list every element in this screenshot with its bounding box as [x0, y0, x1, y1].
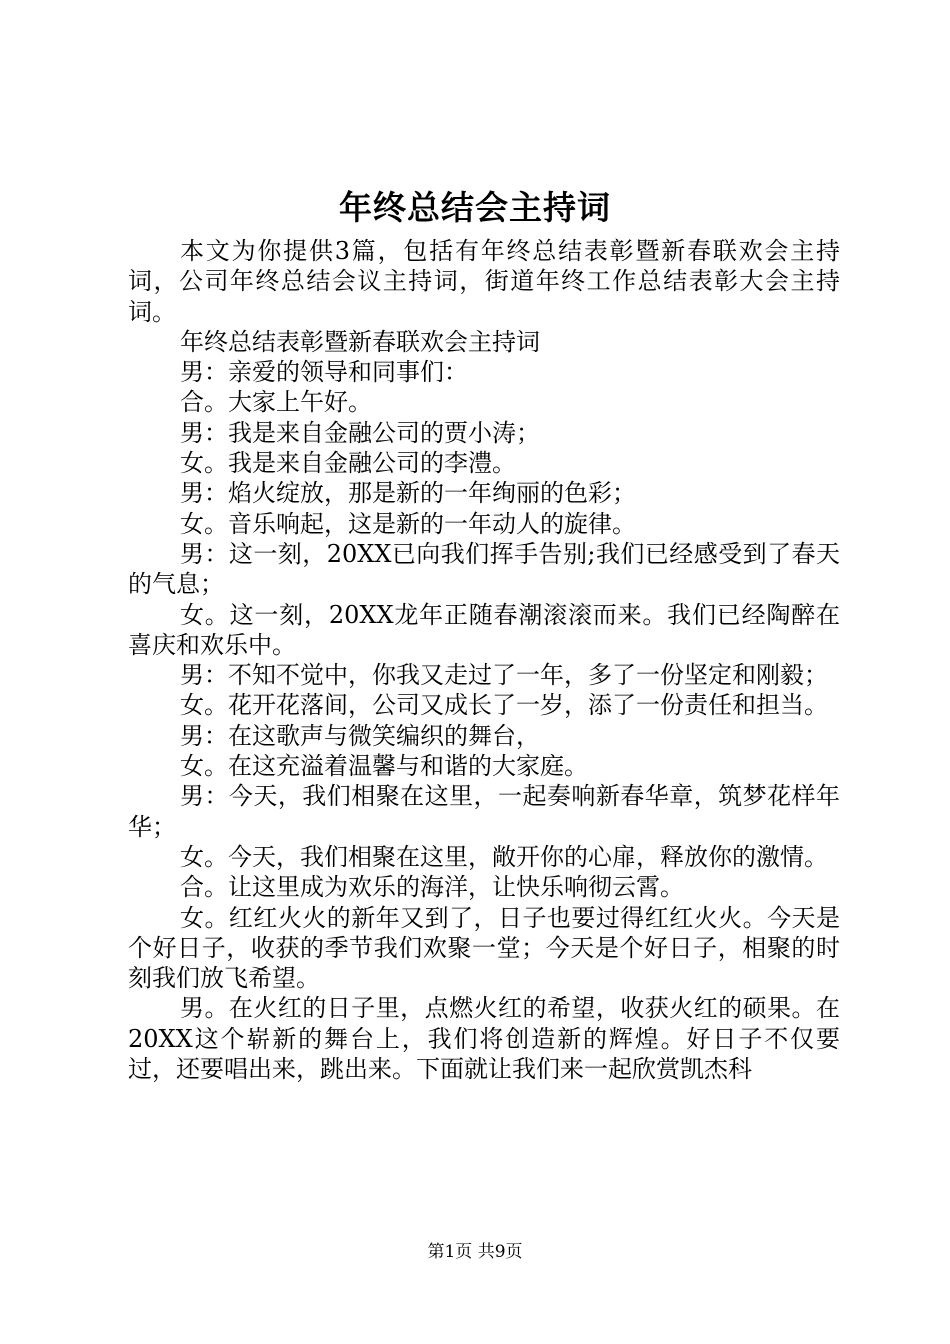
paragraph: 男：这一刻，20XX已向我们挥手告别;我们已经感受到了春天的气息；	[128, 539, 840, 599]
page-footer: 第1页 共9页	[427, 1242, 523, 1262]
paragraph: 男：焰火绽放，那是新的一年绚丽的色彩；	[180, 479, 636, 508]
paragraph: 年终总结表彰暨新春联欢会主持词	[180, 327, 540, 356]
paragraph: 女。音乐响起，这是新的一年动人的旋律。	[180, 509, 636, 538]
document-body	[128, 236, 840, 1084]
paragraph: 男。在火红的日子里，点燃火红的希望，收获火红的硕果。在20XX这个崭新的舞台上，我们将创造新的辉煌。好日子不仅要过，还要唱出来，跳出来。下面就让我们来一起欣赏凯杰科	[128, 994, 840, 1084]
paragraph: 男：我是来自金融公司的贾小涛；	[180, 418, 540, 447]
paragraph: 男：今天，我们相聚在这里，一起奏响新春华章，筑梦花样年华；	[128, 782, 840, 841]
paragraph: 女。红红火火的新年又到了，日子也要过得红红火火。今天是个好日子，收获的季节我们欢聚一堂；今天是个好日子，相聚的时刻我们放飞希望。	[128, 903, 840, 993]
paragraph: 男：不知不觉中，你我又走过了一年，多了一份坚定和刚毅；	[180, 661, 828, 690]
paragraph: 男：亲爱的领导和同事们：	[180, 358, 468, 387]
paragraph: 女。这一刻，20XX龙年正随春潮滚滚而来。我们已经陶醉在喜庆和欢乐中。	[128, 600, 840, 659]
paragraph: 女。在这充溢着温馨与和谐的大家庭。	[180, 752, 588, 781]
paragraph: 女。今天，我们相聚在这里，敞开你的心扉，释放你的激情。	[180, 842, 828, 871]
paragraph: 男：在这歌声与微笑编织的舞台，	[180, 721, 540, 750]
paragraph: 女。我是来自金融公司的李澧。	[180, 449, 516, 478]
paragraph: 合。让这里成为欢乐的海洋，让快乐响彻云霄。	[180, 873, 684, 902]
document-title: 年终总结会主持词	[339, 188, 611, 227]
paragraph: 合。大家上午好。	[180, 388, 372, 417]
paragraph: 女。花开花落间，公司又成长了一岁，添了一份责任和担当。	[180, 691, 828, 720]
paragraph: 本文为你提供3篇，包括有年终总结表彰暨新春联欢会主持词，公司年终总结会议主持词，街道年终工作总结表彰大会主持词。	[128, 237, 840, 326]
